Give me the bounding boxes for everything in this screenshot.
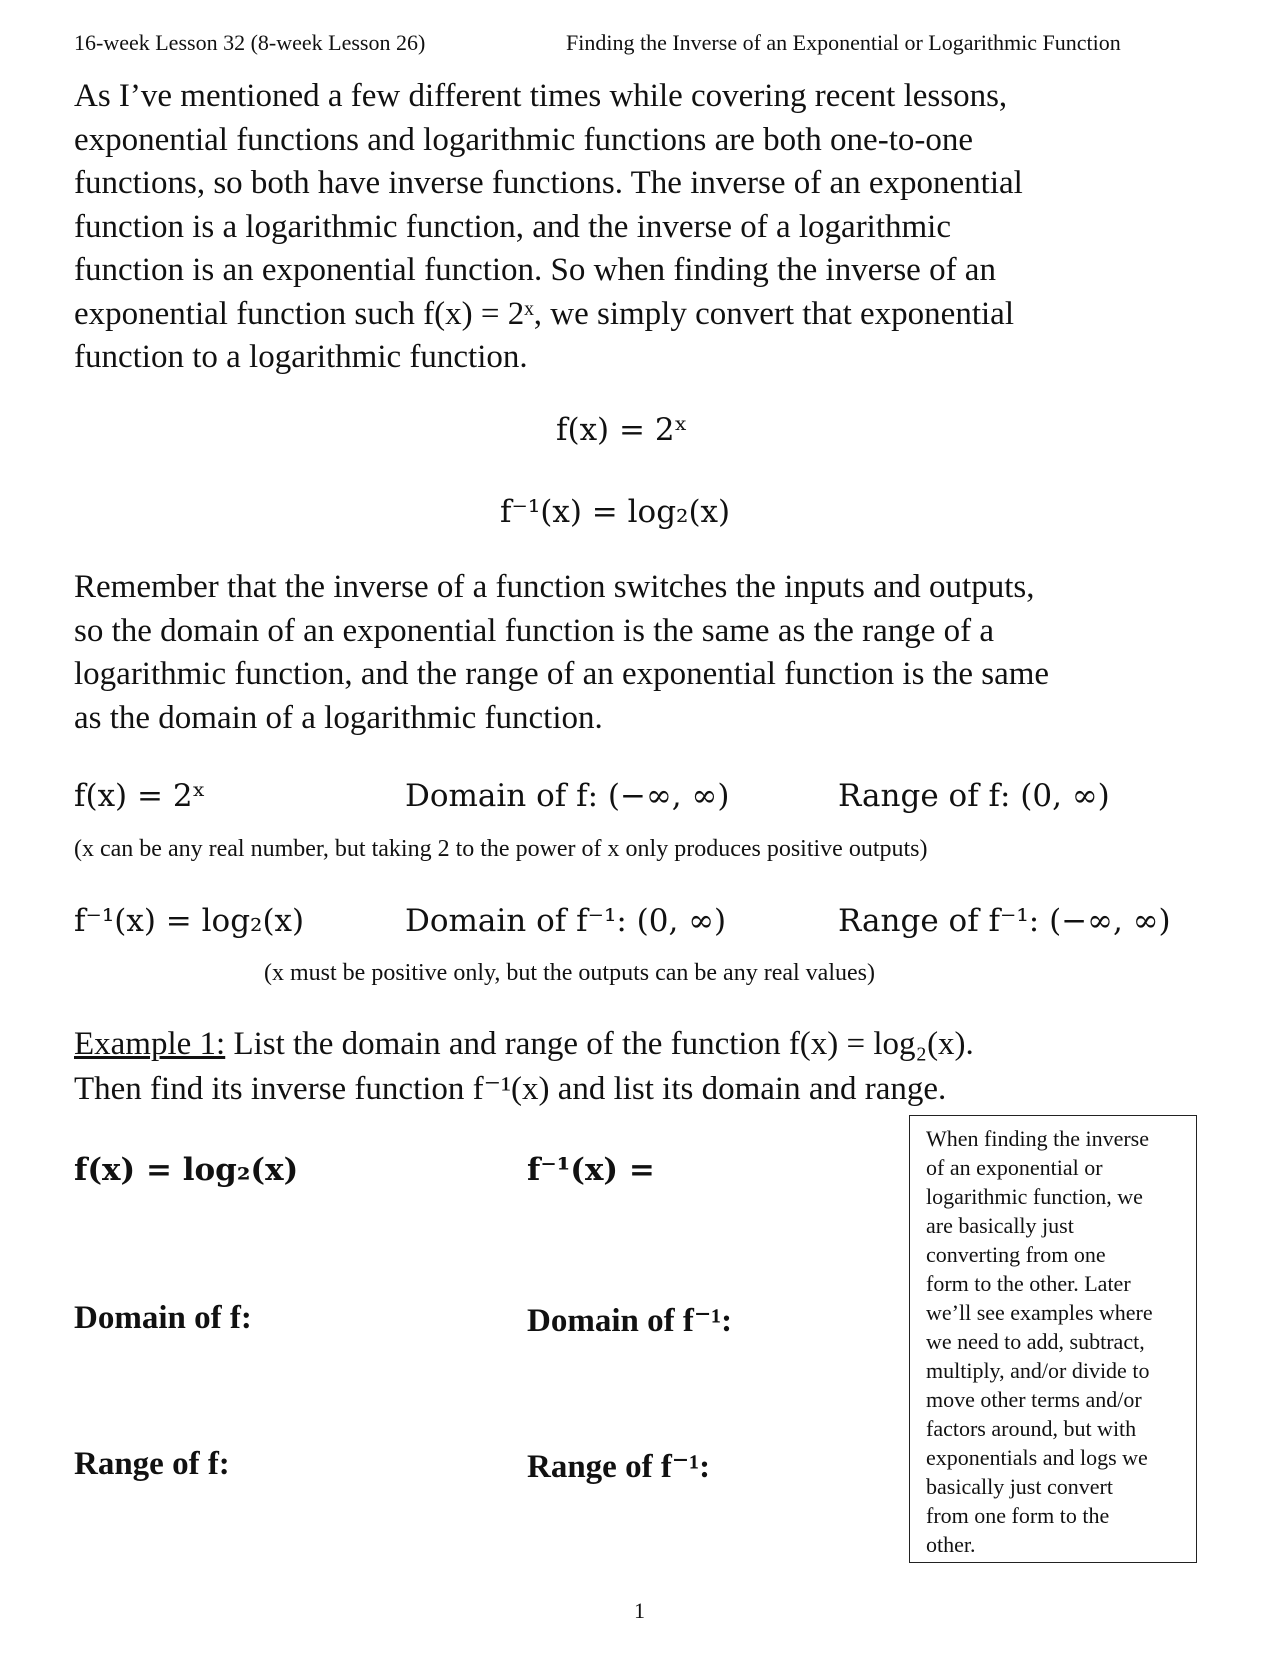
side-note-box xyxy=(909,1115,1197,1563)
example-f-given: f(x) = log₂(x) xyxy=(74,1152,299,1188)
log-note: (x must be positive only, but the outputs can be any real values) xyxy=(264,960,875,986)
side-note-line: are basically just xyxy=(926,1213,1074,1238)
remember-line: so the domain of an exponential function is the same as the range of a xyxy=(74,612,995,649)
side-note-line: we need to add, subtract, xyxy=(926,1329,1145,1354)
example-domain-f-inverse: Domain of f⁻¹: xyxy=(527,1303,733,1339)
side-note-line: factors around, but with xyxy=(926,1416,1137,1441)
intro-line: function is an exponential function. So when finding the inverse of an xyxy=(74,252,996,288)
log-domain: Domain of f⁻¹: (0, ∞) xyxy=(405,903,727,939)
remember-line: Remember that the inverse of a function switches the inputs and outputs, xyxy=(74,569,1035,605)
remember-line: logarithmic function, and the range of an exponential function is the same xyxy=(74,656,1050,692)
lesson-header: 16-week Lesson 32 (8-week Lesson 26) xyxy=(74,30,426,55)
remember-paragraph xyxy=(74,566,1204,740)
intro-paragraph xyxy=(74,75,1204,380)
example-range-f: Range of f: xyxy=(74,1446,230,1482)
intro-line: exponential functions and logarithmic functions are both one-to-one xyxy=(74,121,973,158)
intro-line: function is a logarithmic function, and the inverse of a logarithmic xyxy=(74,208,951,245)
remember-line: as the domain of a logarithmic function. xyxy=(74,699,603,736)
equation-f-inverse: f⁻¹(x) = log₂(x) xyxy=(500,494,731,530)
example-range-f-inverse: Range of f⁻¹: xyxy=(527,1449,711,1485)
side-note-line: other. xyxy=(926,1532,976,1557)
side-note-line: of an exponential or xyxy=(926,1155,1103,1180)
exp-note: (x can be any real number, but taking 2 to the power of x only produces positive outputs) xyxy=(74,836,928,862)
example-domain-f: Domain of f: xyxy=(74,1300,252,1336)
side-note-line: from one form to the xyxy=(926,1503,1110,1528)
side-note-line: move other terms and/or xyxy=(926,1387,1142,1412)
side-note-line: multiply, and/or divide to xyxy=(926,1358,1150,1383)
example-prompt-text: List the domain and range of the function f(x) = log₂(x). xyxy=(225,1026,974,1062)
intro-line: function to a logarithmic function. xyxy=(74,339,528,375)
page-number: 1 xyxy=(634,1598,645,1623)
exp-range: Range of f: (0, ∞) xyxy=(838,778,1110,814)
example-prompt-line2: Then find its inverse function f⁻¹(x) and list its domain and range. xyxy=(74,1071,947,1107)
exp-function: f(x) = 2ˣ xyxy=(74,778,206,814)
log-function: f⁻¹(x) = log₂(x) xyxy=(74,903,305,939)
exp-domain: Domain of f: (−∞, ∞) xyxy=(405,778,730,814)
log-range: Range of f⁻¹: (−∞, ∞) xyxy=(838,903,1171,939)
topic-header: Finding the Inverse of an Exponential or Logarithmic Function xyxy=(566,30,1121,55)
side-note-line: form to the other. Later xyxy=(926,1271,1131,1296)
intro-line: functions, so both have inverse functions. The inverse of an exponential xyxy=(74,165,1023,201)
side-note-line: we’ll see examples where xyxy=(926,1300,1153,1325)
side-note-line: converting from one xyxy=(926,1242,1106,1267)
example-f-inverse-blank: f⁻¹(x) = xyxy=(527,1152,655,1188)
example-label: Example 1: xyxy=(74,1026,226,1062)
side-note-line: basically just convert xyxy=(926,1474,1113,1499)
intro-line: As I’ve mentioned a few different times while covering recent lessons, xyxy=(74,78,1008,114)
side-note-line: logarithmic function, we xyxy=(926,1184,1143,1209)
intro-line: exponential function such f(x) = 2ˣ, we simply convert that exponential xyxy=(74,295,1014,332)
side-note-line: When finding the inverse xyxy=(926,1126,1149,1151)
example-prompt-line1 xyxy=(74,1026,974,1063)
equation-f: f(x) = 2ˣ xyxy=(556,412,688,448)
side-note-line: exponentials and logs we xyxy=(926,1445,1148,1470)
